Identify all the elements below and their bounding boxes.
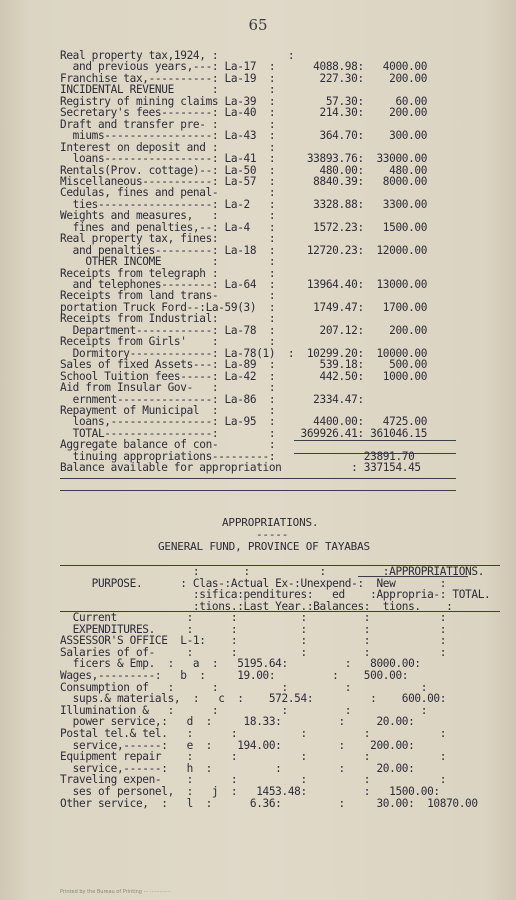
revenue-line: OTHER INCOME : : (60, 255, 276, 269)
revenue-line: ernment---------------: La-86 : 2334.47: (60, 392, 364, 406)
title-dashes: ----- (256, 528, 289, 541)
appropriations-title: APPROPRIATIONS. (222, 516, 319, 529)
table-row: ses of personel, : j : 1453.48: : 1500.00: (60, 785, 440, 798)
table-header-line: : : : :APPROPRIATIONS. (60, 565, 485, 578)
revenue-line: School Tuition fees-----: La-42 : 442.50: 1000.00 (60, 369, 428, 383)
table-row: Consumption of : : : : : (60, 680, 428, 694)
table-row: sups.& materials, : c : 572.54: : 600.00: (60, 692, 447, 706)
revenue-line: Rentals(Prov. cottage)--: La-50 : 480.00: 480.00 (60, 163, 428, 177)
revenue-line: Receipts from Girls' : : (60, 335, 276, 349)
printer-note: Printed by the Bureau of Printing ··· ············· (60, 889, 171, 895)
page-number: 65 (248, 16, 268, 34)
table-row: Wages,---------: b : 19.00: : 500.00: (60, 669, 409, 682)
revenue-line: Registry of mining claims La-39 : 57.30: 60.00 (60, 94, 428, 108)
table-row: power service,: d : 18.33: : 20.00: (60, 715, 415, 729)
revenue-line: portation Truck Ford--:La-59(3) : 1749.47: 1700.00 (60, 300, 428, 314)
revenue-line: Interest on deposit and : : (60, 140, 276, 154)
table-row: EXPENDITURES. : : : : : (60, 622, 447, 636)
revenue-line: TOTAL-----------------: : 369926.41: 361046.15 (60, 426, 428, 440)
revenue-line: Weights and measures, : : (60, 209, 276, 223)
revenue-line: Receipts from telegraph : : (60, 266, 276, 280)
revenue-line: miums-----------------: La-43 : 364.70: 300.00 (60, 129, 428, 143)
table-row: Salaries of of- : : : : : (60, 645, 447, 659)
revenue-line: ties------------------: La-2 : 3328.88: 3300.00 (60, 197, 428, 211)
revenue-line: Draft and transfer pre- : : (60, 117, 276, 131)
table-row: ficers & Emp. : a : 5195.64: : 8000.00: (60, 657, 421, 671)
table-row: Other service, : l : 6.36: : 30.00: 10870.00 (60, 796, 478, 810)
revenue-line: Balance available for appropriation : 337154.45 (60, 461, 421, 475)
revenue-line: fines and penalties,--: La-4 : 1572.23: 1500.00 (60, 220, 428, 234)
table-row: service,------: e : 194.00: : 200.00: (60, 738, 415, 752)
revenue-line: Dormitory-------------: La-78(1) : 10299.20: 10000.00 (60, 346, 428, 360)
table-header-line: :sifica:penditures: ed :Appropria-: TOTAL. (60, 588, 491, 601)
table-row: Traveling expen- : : : : : (60, 773, 447, 787)
revenue-line: Receipts from land trans- : (60, 289, 276, 303)
revenue-line: and telephones--------: La-64 : 13964.40: 13000.00 (60, 278, 428, 291)
revenue-line: Aid from Insular Gov- : : (60, 381, 276, 395)
table-row: Postal tel.& tel. : : : : : (60, 727, 447, 740)
revenue-line: Franchise tax,----------: La-19 : 227.30: 200.00 (60, 71, 428, 85)
table-row: service,------: h : : : 20.00: (60, 761, 415, 775)
table-row: ASSESSOR'S OFFICE L-1: : : : : (60, 634, 447, 648)
revenue-line: loans,----------------: La-95 : 4400.00: 4725.00 (60, 415, 428, 429)
revenue-line: Department------------: La-78 : 207.12: 200.00 (60, 323, 428, 337)
revenue-line: and penalties---------: La-18 : 12720.23: 12000.00 (60, 243, 428, 257)
revenue-line: Miscellaneous-----------: La-57 : 8840.39: 8000.00 (60, 174, 428, 188)
table-header-line: :tions.:Last Year.:Balances: tions. : (60, 599, 453, 613)
fund-title: GENERAL FUND, PROVINCE OF TAYABAS (158, 540, 370, 553)
table-header-line: PURPOSE. : Clas-:Actual Ex-:Unexpend-: New : (60, 576, 447, 590)
revenue-line: tinuing appropriations---------: 23891.70 (60, 449, 415, 463)
revenue-line: Receipts from Industrial: : (60, 312, 276, 326)
revenue-line: Cedulas, fines and penal- : (60, 186, 276, 200)
table-row: Current : : : : : (60, 611, 447, 624)
revenue-line: loans-----------------: La-41 : 33893.76: 33000.00 (60, 152, 428, 166)
table-row: Equipment repair : : : : : (60, 750, 447, 764)
revenue-line: Repayment of Municipal : : (60, 403, 276, 417)
revenue-line: and previous years,---: La-17 : 4088.98: 4000.00 (60, 60, 428, 74)
revenue-line: INCIDENTAL REVENUE : : (60, 83, 276, 97)
table-row: Illumination & : : : : : (60, 703, 428, 717)
revenue-line: Aggregate balance of con- : (60, 438, 276, 452)
revenue-line: Secretary's fees--------: La-40 : 214.30: 200.00 (60, 106, 428, 120)
revenue-line: Real property tax,1924, : : (60, 49, 295, 62)
revenue-line: Real property tax, fines: : (60, 232, 276, 246)
revenue-line: Sales of fixed Assets---: La-89 : 539.18: 500.00 (60, 358, 428, 372)
